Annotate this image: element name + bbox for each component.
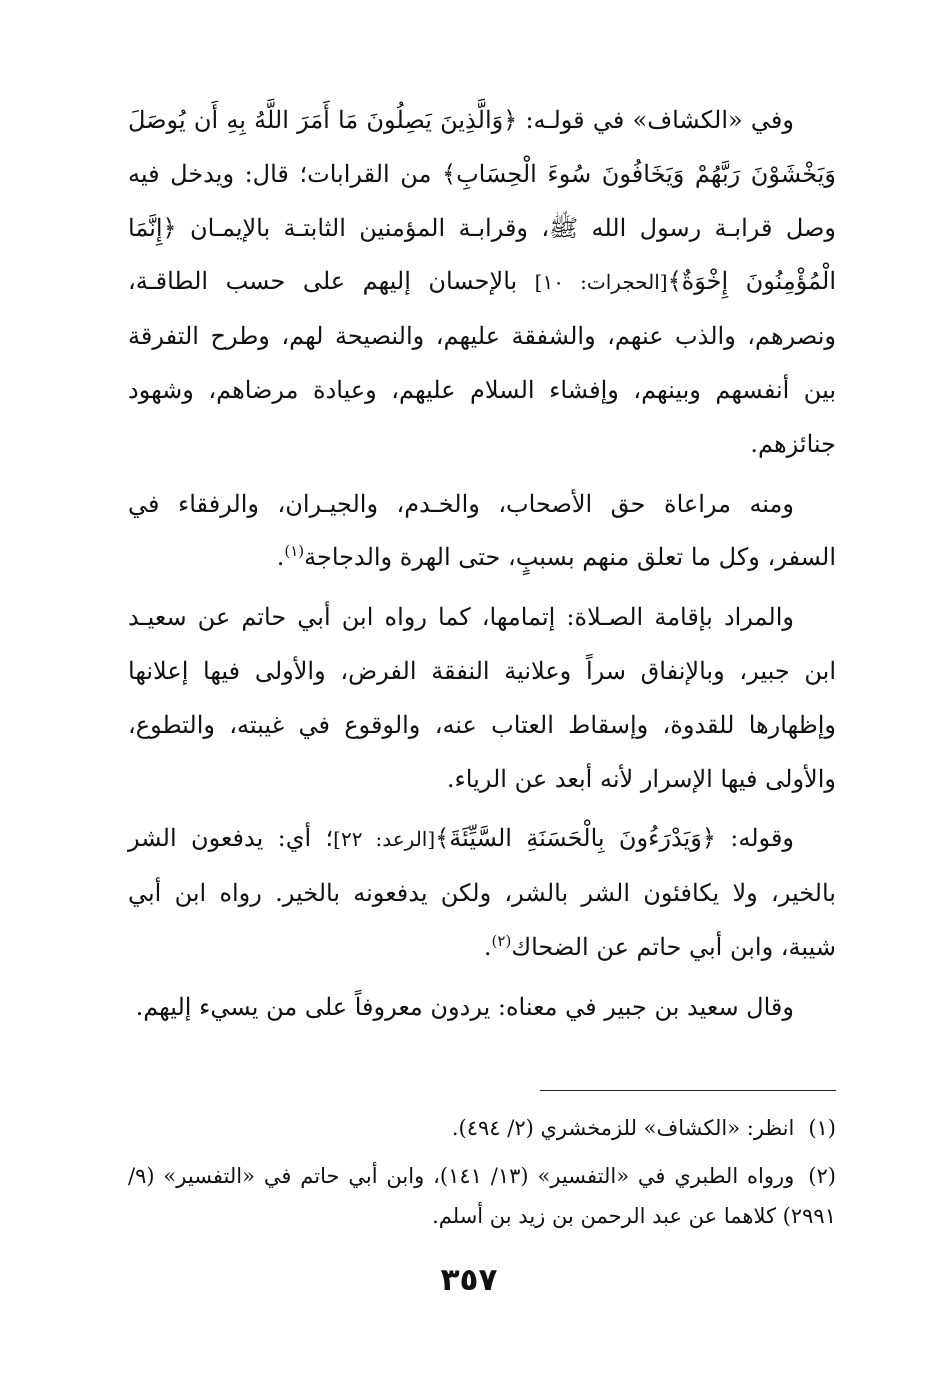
paragraph	[128, 981, 836, 1035]
footnote-number: (١)	[808, 1116, 836, 1140]
text-span: بالإحسان إليهم على حسب الطاقـة، ونصرهم، والذب عنهم، والشفقة عليهم، والنصيحة لهم، وطرح التفرقة بين أنفسهم وبينهم، وإفشاء السلام عليهم، وعيادة مرضاهم، وشهود جنائزهم.	[128, 267, 836, 458]
footnote-marker: (١)	[284, 542, 305, 561]
text-span: وفي «الكشاف» في قولـه:	[517, 106, 794, 134]
text-span: والمراد بإقامة الصـلاة: إتمامها، كما رواه ابن أبي حاتم عن سعيـد ابن جبير، وبالإنفاق سراً وعلانية النفقة الفرض، والأولى فيها إعلانها وإظهارها للقدوة، وإسقاط العتاب عنه، والوقوع في غيبته، والتطوع، والأولى فيها الإسرار لأنه أبعد عن الرياء.	[128, 603, 836, 793]
text-span: .	[483, 932, 492, 961]
footnote	[128, 1156, 836, 1236]
footnote-text: ورواه الطبري في «التفسير» (١٣/ ١٤١)، وابن أبي حاتم في «التفسير» (٩/ ٢٩٩١) كلاهما عن عبد الرحمن بن زيد بن أسلم.	[128, 1164, 836, 1228]
text-span: وقال سعيد بن جبير في معناه: يردون معروفاً على من يسيء إليهم.	[135, 992, 794, 1021]
text-span: وقوله:	[715, 824, 795, 853]
footnote	[128, 1108, 836, 1148]
quran-verse: ﴿وَالَّذِينَ يَصِلُونَ مَا أَمَرَ اللَّهُ بِهِ أَن يُوصَلَ وَيَخْشَوْنَ رَبَّهُمْ وَيَخَافُونَ سُوءَ الْحِسَابِ﴾	[128, 106, 836, 188]
footnote-divider	[540, 1090, 836, 1091]
paragraph	[128, 591, 836, 806]
quran-verse: ﴿إِنَّمَا الْمُؤْمِنُونَ إِخْوَةٌ﴾	[128, 213, 836, 296]
paragraph	[128, 94, 836, 472]
verse-reference: [الحجرات: ١٠]	[534, 270, 668, 295]
verse-reference: [الرعد: ٢٢]	[333, 827, 436, 852]
text-span: ؛ أي: يدفعون الشر بالخير، ولا يكافئون الشر بالشر، ولكن يدفعونه بالخير. رواه ابن أبي شيبة، وابن أبي حاتم عن الضحاك	[128, 824, 836, 961]
quran-verse: ﴿وَيَدْرَءُونَ بِالْحَسَنَةِ السَّيِّئَةَ﴾	[435, 824, 716, 853]
footnote-number: (٢)	[808, 1164, 836, 1188]
footnote-marker: (٢)	[491, 931, 512, 950]
footnotes	[128, 1108, 836, 1244]
page-number: ٣٥٧	[440, 1262, 498, 1298]
paragraph	[128, 812, 836, 974]
main-text	[128, 94, 836, 1035]
text-span: ومنه مراعاة حق الأصحاب، والخـدم، والجيـران، والرفقاء في السفر، وكل ما تعلق منهم بسببٍ، حتى الهرة والدجاجة	[128, 489, 836, 572]
text-span: .	[276, 543, 285, 572]
footnote-text: انظر: «الكشاف» للزمخشري (٢/ ٤٩٤).	[451, 1116, 795, 1140]
paragraph	[128, 478, 836, 586]
text-span: من القرابات؛ قال: ويدخل فيه وصل قرابـة رسول الله ﷺ، وقرابـة المؤمنين الثابتـة بالإيمـان	[128, 159, 836, 242]
